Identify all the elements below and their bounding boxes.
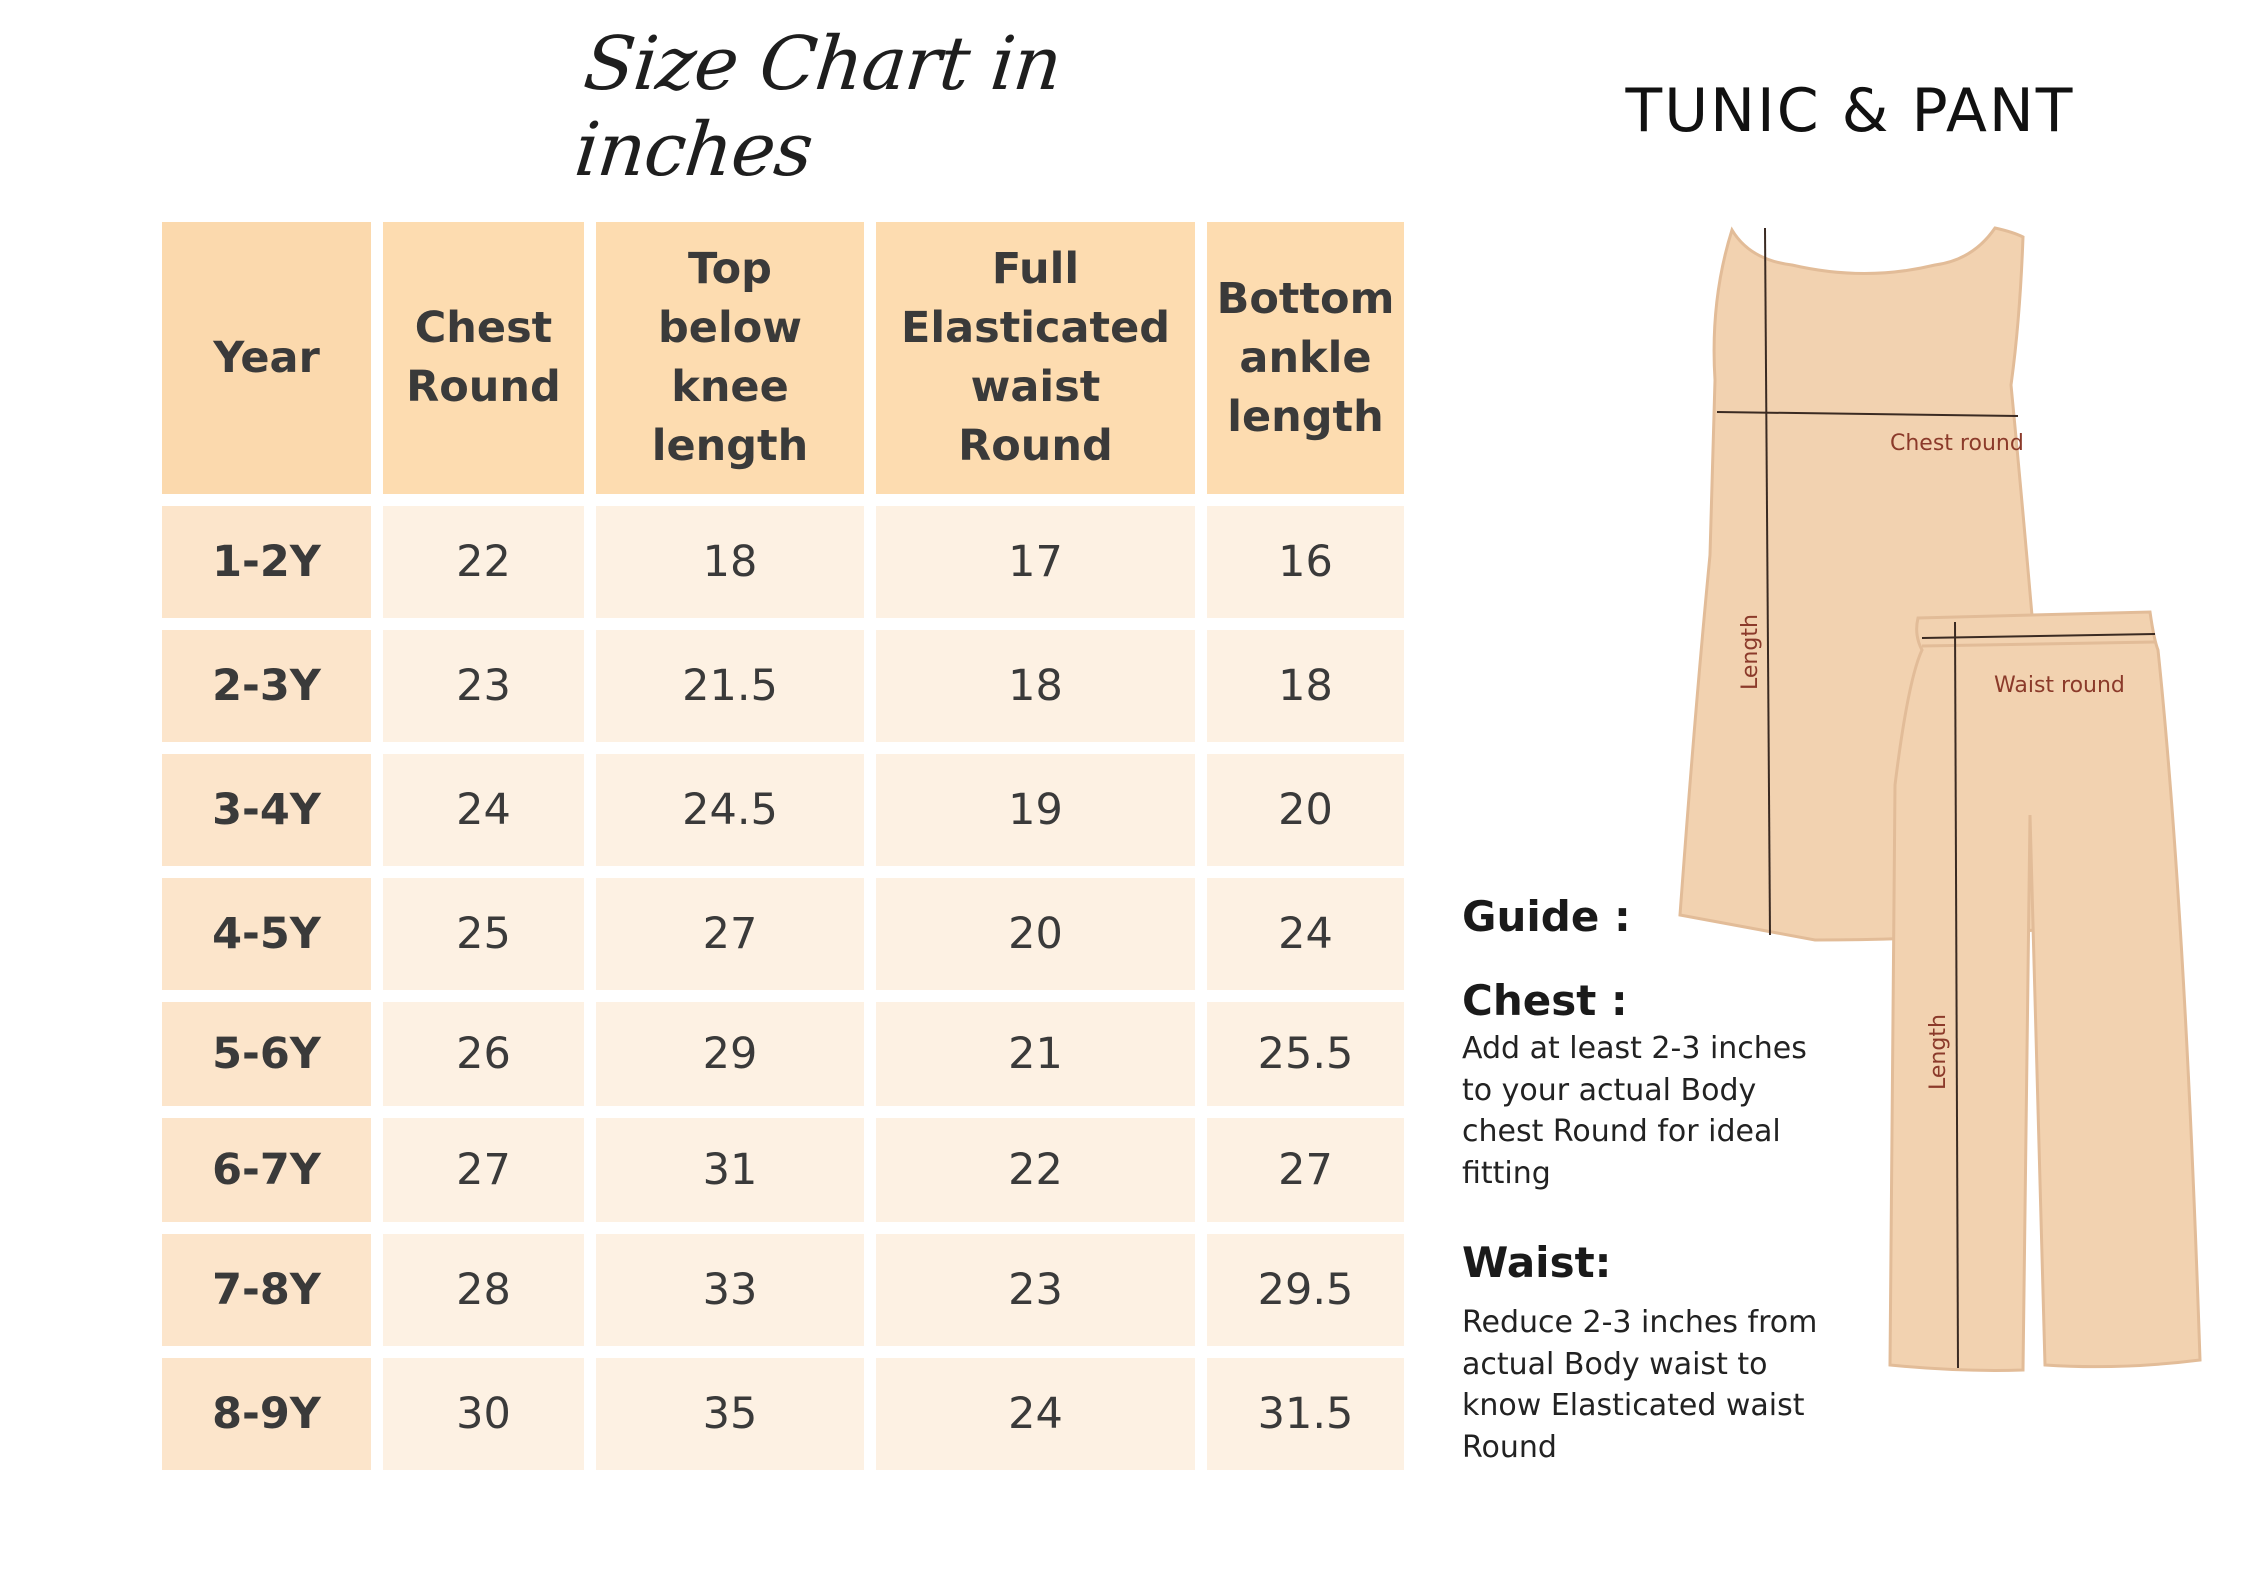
guide-heading: Guide : <box>1462 892 1631 941</box>
chest-cell: 24 <box>383 754 584 866</box>
chest-cell: 30 <box>383 1358 584 1470</box>
bottom-length-cell: 25.5 <box>1207 1002 1404 1106</box>
header-line: Elasticated <box>900 303 1171 353</box>
tunic-length-label: Length <box>1738 614 1763 690</box>
year-cell: 4-5Y <box>162 878 371 990</box>
year-cell: 1-2Y <box>162 506 371 618</box>
header-year <box>162 222 371 494</box>
table-row <box>162 878 1404 990</box>
pant-waist-label: Waist round <box>1994 673 2125 698</box>
waist-cell: 20 <box>876 878 1195 990</box>
waist-cell: 17 <box>876 506 1195 618</box>
chest-guide-line: chest Round for ideal <box>1462 1114 1781 1149</box>
header-line: Full <box>991 244 1080 294</box>
year-cell: 2-3Y <box>162 630 371 742</box>
size-table <box>150 210 1416 1482</box>
bottom-length-cell: 16 <box>1207 506 1404 618</box>
chest-cell: 26 <box>383 1002 584 1106</box>
chest-cell: 28 <box>383 1234 584 1346</box>
waist-cell: 23 <box>876 1234 1195 1346</box>
top-length-cell: 29 <box>596 1002 864 1106</box>
chest-cell: 27 <box>383 1118 584 1222</box>
header-year-line: Year <box>213 332 320 383</box>
waist-cell: 19 <box>876 754 1195 866</box>
header-waist-round <box>876 222 1195 494</box>
chest-cell: 22 <box>383 506 584 618</box>
header-line: Chest <box>414 303 553 353</box>
bottom-length-cell: 18 <box>1207 630 1404 742</box>
top-length-cell: 18 <box>596 506 864 618</box>
product-title: TUNIC & PANT <box>1625 76 2075 146</box>
chest-cell: 23 <box>383 630 584 742</box>
bottom-length-cell: 20 <box>1207 754 1404 866</box>
header-line: Top <box>688 244 772 294</box>
header-line: ankle <box>1239 332 1372 383</box>
header-line: waist <box>970 362 1101 412</box>
waist-cell: 21 <box>876 1002 1195 1106</box>
bottom-length-cell: 29.5 <box>1207 1234 1404 1346</box>
header-line: Round <box>958 421 1113 471</box>
year-cell: 6-7Y <box>162 1118 371 1222</box>
header-line: below <box>658 303 802 353</box>
chest-cell: 25 <box>383 878 584 990</box>
pant-icon <box>1890 612 2200 1370</box>
waist-guide-line: Reduce 2-3 inches from <box>1462 1305 1818 1340</box>
tunic-chest-label: Chest round <box>1890 431 2024 456</box>
top-length-cell: 24.5 <box>596 754 864 866</box>
table-header-row <box>162 222 1404 494</box>
chest-guide-heading: Chest : <box>1462 976 1628 1025</box>
top-length-cell: 21.5 <box>596 630 864 742</box>
waist-guide-line: Round <box>1462 1429 1557 1465</box>
header-line: Round <box>406 362 561 412</box>
year-cell: 3-4Y <box>162 754 371 866</box>
bottom-length-cell: 27 <box>1207 1118 1404 1222</box>
chest-guide-line: to your actual Body <box>1462 1072 1757 1108</box>
bottom-length-cell: 31.5 <box>1207 1358 1404 1470</box>
waist-guide-line: actual Body waist to <box>1462 1346 1768 1382</box>
header-top-length <box>596 222 864 494</box>
chest-guide-line: Add at least 2-3 inches <box>1462 1031 1807 1066</box>
table-row <box>162 1118 1404 1222</box>
waist-cell: 24 <box>876 1358 1195 1470</box>
table-row <box>162 1002 1404 1106</box>
table-row <box>162 1234 1404 1346</box>
guide-section <box>1462 890 1902 1468</box>
waist-guide-heading: Waist: <box>1462 1238 1612 1287</box>
waist-cell: 22 <box>876 1118 1195 1222</box>
size-chart-title: Size Chart in inches <box>570 21 1066 193</box>
table-row <box>162 506 1404 618</box>
pant-length-label: Length <box>1926 1014 1951 1090</box>
header-line: Bottom <box>1216 273 1395 324</box>
header-bottom-length <box>1207 222 1404 494</box>
top-length-cell: 27 <box>596 878 864 990</box>
header-line: knee <box>671 362 789 412</box>
table-row <box>162 754 1404 866</box>
header-line: length <box>651 421 809 471</box>
top-length-cell: 35 <box>596 1358 864 1470</box>
top-length-cell: 31 <box>596 1118 864 1222</box>
year-cell: 5-6Y <box>162 1002 371 1106</box>
top-length-cell: 33 <box>596 1234 864 1346</box>
bottom-length-cell: 24 <box>1207 878 1404 990</box>
waist-guide-line: know Elasticated waist <box>1462 1388 1805 1423</box>
header-line: length <box>1227 391 1384 442</box>
table-row <box>162 1358 1404 1470</box>
table-row <box>162 630 1404 742</box>
year-cell: 8-9Y <box>162 1358 371 1470</box>
header-chest-round <box>383 222 584 494</box>
waist-cell: 18 <box>876 630 1195 742</box>
year-cell: 7-8Y <box>162 1234 371 1346</box>
chest-guide-line: fitting <box>1462 1155 1551 1191</box>
